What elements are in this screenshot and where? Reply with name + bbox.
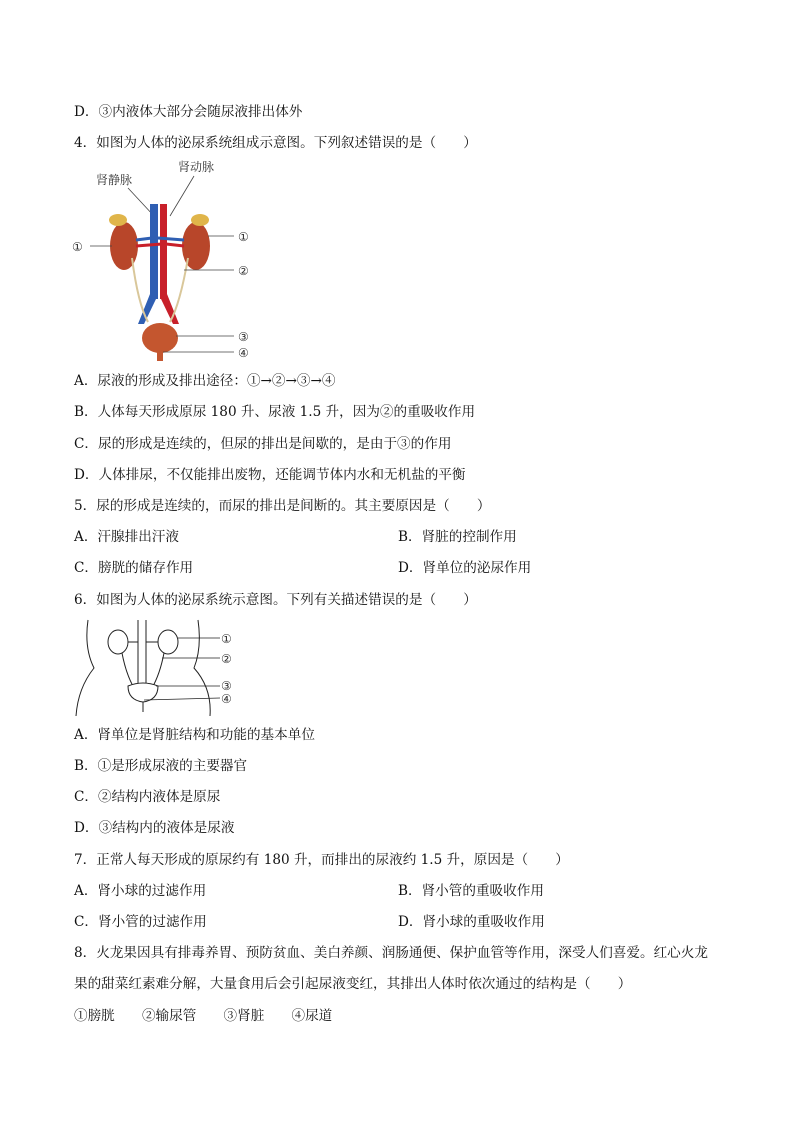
fig2-marker-2: ②: [221, 652, 232, 666]
q7-option-a: A．肾小球的过滤作用: [74, 883, 207, 899]
q6-option-c: C．②结构内液体是原尿: [74, 789, 221, 805]
question-8-line-2: 果的甜菜红素难分解，大量食用后会引起尿液变红，其排出人体时依次通过的结构是（ ）: [74, 976, 632, 992]
question-8-line-1: 8．火龙果因具有排毒养胃、预防贫血、美白养颜、润肠通便、保护血管等作用，深受人们喜爱。红心火龙: [74, 945, 708, 961]
q3-option-d: D．③内液体大部分会随尿液排出体外: [74, 104, 303, 120]
fig1-marker-4: ④: [238, 346, 249, 360]
q4-option-c: C．尿的形成是连续的，但尿的排出是间歇的，是由于③的作用: [74, 436, 452, 452]
question-4: 4．如图为人体的泌尿系统组成示意图。下列叙述错误的是（ ）: [74, 135, 477, 151]
fig1-marker-1-right: ①: [238, 230, 249, 244]
urinary-system-figure-2: [70, 618, 250, 718]
q7-option-b: B．肾小管的重吸收作用: [398, 883, 544, 899]
renal-vein-label: 肾静脉: [96, 173, 133, 187]
renal-artery-label: 肾动脉: [178, 160, 215, 174]
q7-option-d: D．肾小球的重吸收作用: [398, 914, 545, 930]
q5-option-b: B．肾脏的控制作用: [398, 529, 517, 545]
q7-option-c: C．肾小管的过滤作用: [74, 914, 207, 930]
q4-option-b: B．人体每天形成原尿 180 升、尿液 1.5 升，因为②的重吸收作用: [74, 404, 476, 420]
q5-option-c: C．膀胱的储存作用: [74, 560, 194, 576]
q6-option-d: D．③结构内的液体是尿液: [74, 820, 235, 836]
q6-option-a: A．肾单位是肾脏结构和功能的基本单位: [74, 727, 315, 743]
q4-option-d: D．人体排尿，不仅能排出废物，还能调节体内水和无机盐的平衡: [74, 467, 466, 483]
q5-option-a: A．汗腺排出汗液: [74, 529, 179, 545]
fig1-marker-2: ②: [238, 264, 249, 278]
fig1-marker-1-left: ①: [72, 240, 83, 254]
fig2-marker-3: ③: [221, 679, 232, 693]
fig1-marker-3: ③: [238, 330, 249, 344]
fig2-marker-1: ①: [221, 632, 232, 646]
q4-option-a: A．尿液的形成及排出途径：①→②→③→④: [74, 373, 336, 389]
fig2-marker-4: ④: [221, 692, 232, 706]
question-7: 7．正常人每天形成的原尿约有 180 升，而排出的尿液约 1.5 升，原因是（ ）: [74, 852, 569, 868]
urinary-system-figure-1: [66, 154, 266, 364]
q6-option-b: B．①是形成尿液的主要器官: [74, 758, 248, 774]
question-6: 6．如图为人体的泌尿系统示意图。下列有关描述错误的是（ ）: [74, 592, 477, 608]
question-5: 5．尿的形成是连续的，而尿的排出是间断的。其主要原因是（ ）: [74, 498, 491, 514]
q5-option-d: D．肾单位的泌尿作用: [398, 560, 532, 576]
question-8-items: ①膀胱 ②输尿管 ③肾脏 ④尿道: [74, 1008, 333, 1024]
